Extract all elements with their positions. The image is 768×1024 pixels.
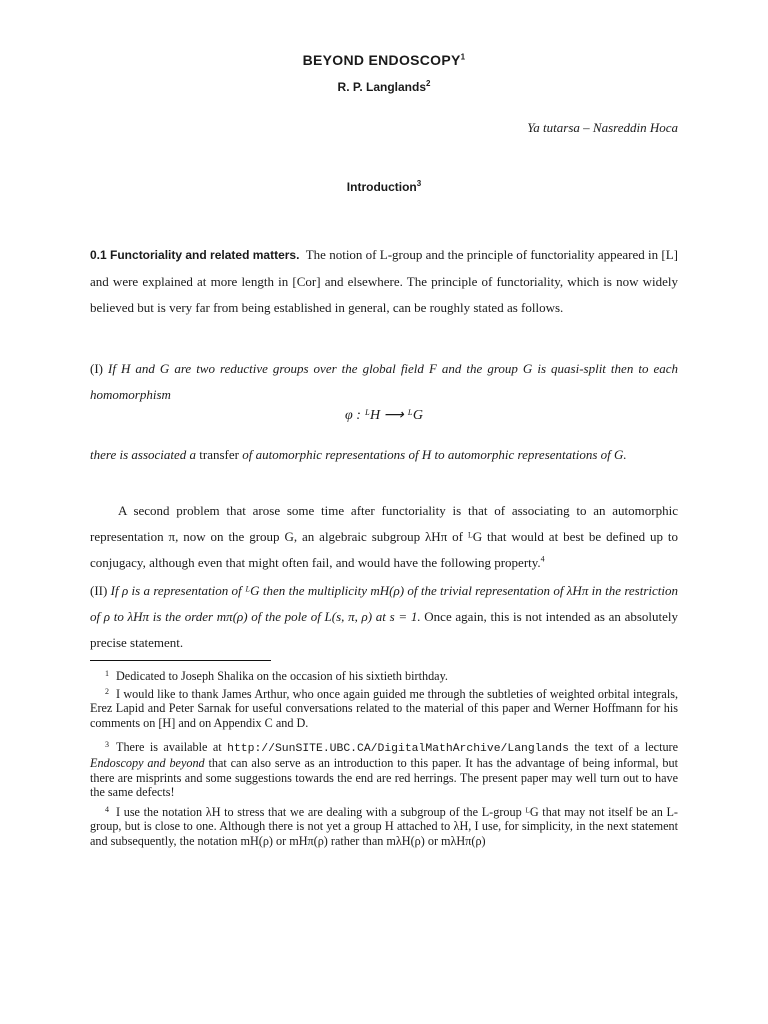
author-footnote-mark: 2 [426, 79, 431, 88]
archive-url: http://SunSITE.UBC.CA/DigitalMathArchive/Langlands [227, 743, 569, 755]
statement-label: (II) [90, 583, 108, 598]
statement-two: (II) If ρ is a representation of ᴸG then the multiplicity mH(ρ) of the trivial representation of λHπ in the restriction of ρ to λHπ is the order mπ(ρ) of the pole of L(s, π, ρ) at s = 1. Once again, this is not intended as an absolutely precise statement. [90, 583, 679, 650]
footnote-4-mark: 4 [540, 554, 545, 564]
subsection-heading: 0.1 Functoriality and related matters. [90, 248, 300, 262]
lecture-title: Endoscopy and beyond [90, 756, 205, 771]
statement-text: If ρ is a representation of ᴸG then the multiplicity mH(ρ) of the trivial representation of λHπ in the restriction of ρ to λHπ is the order mπ(ρ) of the pole of L(s, π, ρ) at s = 1. [90, 583, 679, 624]
author-line: R. P. Langlands$^2$ [337, 79, 431, 94]
footnote-divider [90, 660, 271, 661]
transfer-term: transfer [199, 447, 239, 462]
paragraph-functoriality [90, 242, 678, 320]
footnote-1: 1 Dedicated to Joseph Shalika on the occasion of his sixtieth birthday. [105, 669, 448, 683]
paper-title: BEYOND ENDOSCOPY$^1$ [302, 52, 466, 68]
paragraph-second-problem: A second problem that arose some time after functoriality is that of associating to an automorphic representation π, now on the group G, an algebraic subgroup λHπ of ᴸG that would at best be defined up to conjugacy, although even that might often fail, and would have the following property.$^4$ [90, 503, 678, 570]
section-footnote-mark: 3 [416, 179, 422, 188]
epigraph: Ya tutarsa – Nasreddin Hoca [527, 120, 678, 135]
statement-text: If H and G are two reductive groups over the global field F and the group G is quasi-split then to each homomorphism [90, 361, 679, 402]
footnote-4: 4 I use the notation λH to stress that we are dealing with a subgroup of the L-group ᴸG that may not itself be an L-group, but is close to one. Although there is not yet a group H attached to λH, I use, for simplicity, in the next statement and subsequently, the notation mH(ρ) or mHπ(ρ) rather than mλH(ρ) or mλHπ(ρ) [90, 805, 678, 848]
statement-one-continued: there is associated a transfer of automorphic representations of H to automorphic representations of G. [90, 447, 627, 462]
section-title: Introduction$^3$ [346, 179, 422, 194]
statement-one [90, 356, 678, 408]
footnote-3: 3 There is available at http://SunSITE.UBC.CA/DigitalMathArchive/Langlands the text of a lecture Endoscopy and beyond that can also serve as an introduction to this paper. It has the advantage of being informal, but there are misprints and some suggestions towards the end are red herrings. The present paper may well turn out to have the same defects! [90, 740, 679, 800]
paragraph-text: The notion of L-group and the principle of functoriality appeared in [L] and were explained at more length in [Cor] and elsewhere. The principle of functoriality, which is now widely believed but is very far from being established in general, can be roughly stated as follows. [90, 247, 679, 315]
footnote-2: 2 I would like to thank James Arthur, who once again guided me through the subtleties of weighted orbital integrals, Erez Lapid and Peter Sarnak for useful conversations related to the material of this paper and Werner Hoffmann for his comments on [H] and on Appendix C and D. [90, 687, 678, 730]
title-footnote-mark: 1 [460, 52, 466, 62]
statement-label: (I) [90, 361, 103, 376]
display-formula: φ : ᴸH ⟶ ᴸG [345, 408, 423, 423]
